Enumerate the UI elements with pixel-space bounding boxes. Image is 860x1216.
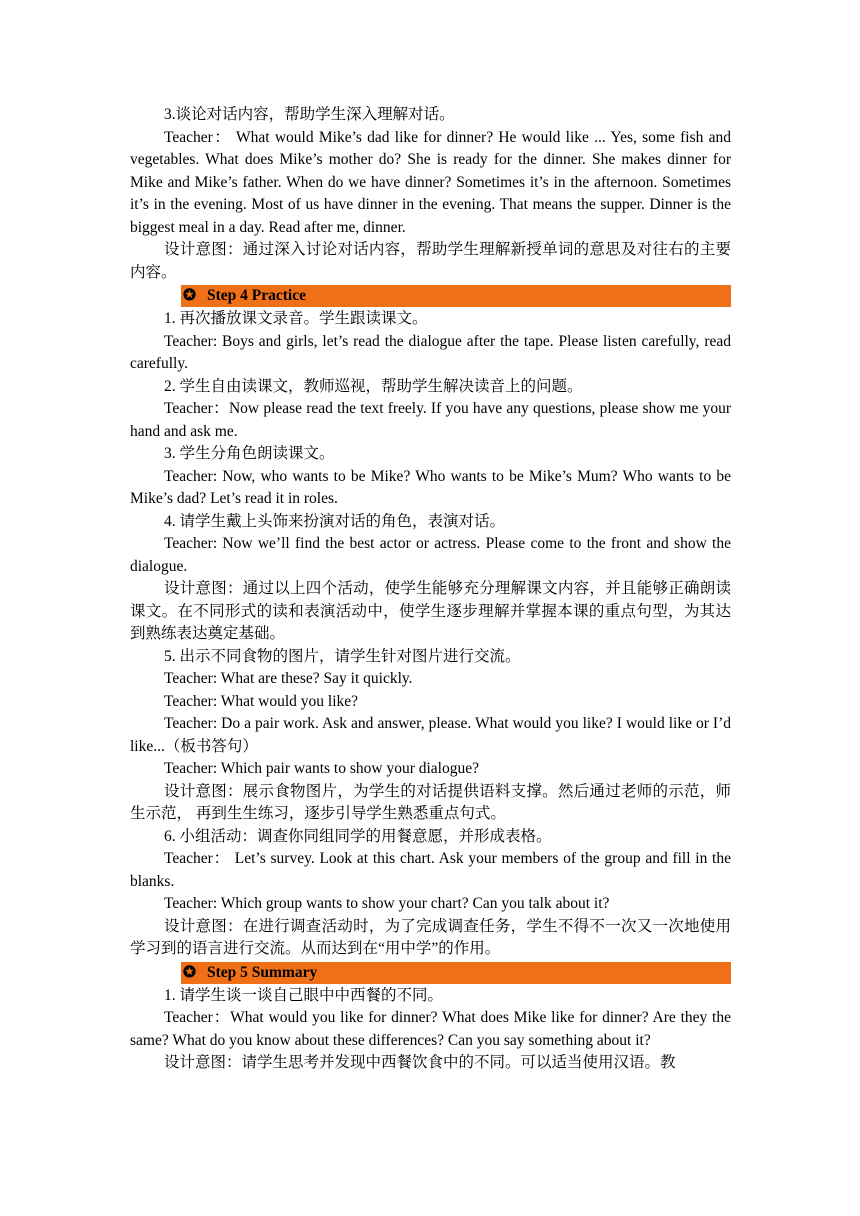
- paragraph: 5. 出示不同食物的图片，请学生针对图片进行交流。: [164, 647, 521, 665]
- paragraph: 3. 学生分角色朗读课文。: [164, 445, 335, 462]
- star-icon: ✪: [183, 963, 196, 981]
- document-body: [130, 104, 731, 1075]
- paragraph: 设计意图：通过以上四个活动，使学生能够充分理解课文内容，并且能够正确朗读课文。在不同形式的读和表演活动中，使学生逐步理解并掌握本课的重点句型，为其达到熟练表达奠定基础。: [130, 580, 731, 642]
- paragraph: Teacher: Which group wants to show your chart? Can you talk about it?: [164, 895, 610, 912]
- paragraph: Teacher: Now, who wants to be Mike? Who wants to be Mike’s Mum? Who wants to be Mike’s dad? Let’s read it in roles.: [130, 467, 731, 507]
- section-heading-step4: [181, 285, 731, 307]
- paragraph: 设计意图：请学生思考并发现中西餐饮食中的不同。可以适当使用汉语。教: [164, 1054, 676, 1071]
- paragraph: 设计意图：通过深入讨论对话内容，帮助学生理解新授单词的意思及对往右的主要内容。: [130, 241, 731, 281]
- paragraph: Teacher: Boys and girls, let’s read the dialogue after the tape. Please listen carefully, read carefully.: [130, 332, 731, 372]
- paragraph: 设计意图：展示食物图片，为学生的对话提供语料支撑。然后通过老师的示范，师生示范， 再到生生练习，逐步引导学生熟悉重点句式。: [130, 782, 731, 822]
- paragraph: 1. 请学生谈一谈自己眼中中西餐的不同。: [164, 986, 444, 1004]
- paragraph: Teacher： What would Mike’s dad like for dinner? He would like ... Yes, some fish and vegetables. What does Mike’s mother do? She is ready for the dinner. She makes dinner for Mike and Mike’s father. When do we have dinner? Sometimes it’s in the afternoon. Sometimes it’s in the evening. Most of us have dinner in the evening. That means the supper. Dinner is the biggest meal in a day. Read after me, dinner.: [130, 128, 731, 236]
- paragraph: 4. 请学生戴上头饰来扮演对话的角色，表演对话。: [164, 512, 506, 530]
- section-heading-label: Step 5 Summary: [207, 963, 318, 981]
- paragraph: Teacher： Let’s survey. Look at this chart. Ask your members of the group and fill in the blanks.: [130, 850, 731, 890]
- paragraph: Teacher：What would you like for dinner? What does Mike like for dinner? Are they the same? What do you know about these differences? Can you say something about it?: [130, 1009, 731, 1049]
- paragraph: Teacher: Which pair wants to show your dialogue?: [164, 760, 479, 777]
- paragraph: Teacher: What would you like?: [164, 692, 359, 710]
- paragraph: 6. 小组活动：调查你同组同学的用餐意愿，并形成表格。: [164, 827, 552, 845]
- paragraph: 设计意图：在进行调查活动时，为了完成调查任务，学生不得不一次又一次地使用学习到的语言进行交流。从而达到在“用中学”的作用。: [130, 917, 731, 957]
- paragraph: Teacher: What are these? Say it quickly.: [164, 670, 413, 687]
- section-heading-label: Step 4 Practice: [207, 287, 306, 304]
- section-heading-step5: [181, 962, 731, 984]
- paragraph: 2. 学生自由读课文，教师巡视，帮助学生解决读音上的问题。: [164, 377, 583, 395]
- paragraph: Teacher: Now we’ll find the best actor or actress. Please come to the front and show the dialogue.: [130, 535, 731, 575]
- paragraph: 1. 再次播放课文录音。学生跟读课文。: [164, 310, 428, 327]
- paragraph: Teacher：Now please read the text freely. If you have any questions, please show me your hand and ask me.: [130, 400, 731, 440]
- paragraph: Teacher: Do a pair work. Ask and answer, please. What would you like? I would like or I’d like...（板书答句）: [130, 715, 731, 755]
- paragraph: 3.谈论对话内容，帮助学生深入理解对话。: [164, 106, 455, 123]
- star-icon: ✪: [183, 287, 196, 304]
